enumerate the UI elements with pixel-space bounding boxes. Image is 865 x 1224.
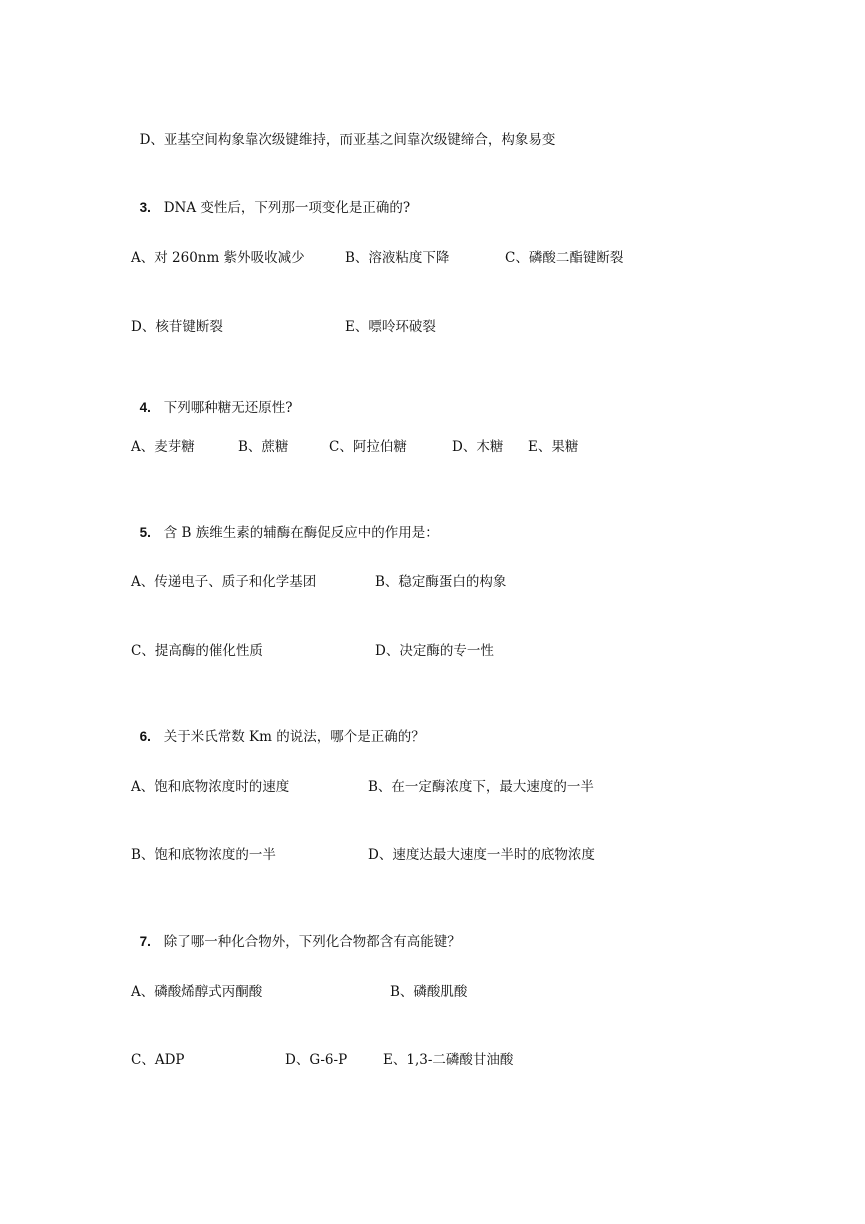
- q7-option-e: E、1,3-二磷酸甘油酸: [383, 1052, 514, 1068]
- question-6: [131, 710, 425, 746]
- q4-option-e: E、果糖: [528, 439, 579, 455]
- question-number: 7.: [139, 934, 151, 949]
- question-4: [131, 381, 292, 417]
- question-3: [131, 181, 410, 217]
- q2-option-d-line: [131, 113, 555, 149]
- question-number: 5.: [139, 525, 151, 540]
- question-spacer: [151, 934, 164, 950]
- q4-option-c: C、阿拉伯糖: [329, 439, 407, 455]
- q5-option-a: A、传递电子、质子和化学基团: [131, 574, 317, 590]
- question-text: 除了哪一种化合物外，下列化合物都含有高能键？: [163, 934, 461, 950]
- q4-option-a: A、麦芽糖: [131, 439, 195, 455]
- q4-option-b: B、蔗糖: [238, 439, 289, 455]
- q4-option-d: D、木糖: [452, 439, 504, 455]
- option-d: D、亚基空间构象靠次级键维持，而亚基之间靠次级键缔合，构象易变: [139, 132, 556, 148]
- q3-option-a: A、对 260nm 紫外吸收减少: [131, 250, 305, 266]
- q6-option-b: B、在一定酶浓度下，最大速度的一半: [368, 779, 594, 795]
- q3-option-b: B、溶液粘度下降: [345, 250, 450, 266]
- q3-option-e: E、嘌呤环破裂: [345, 319, 436, 335]
- q5-option-d: D、决定酶的专一性: [375, 643, 494, 659]
- q7-option-d: D、G-6-P: [285, 1052, 348, 1068]
- question-text: DNA 变性后，下列那一项变化是正确的?: [163, 200, 411, 216]
- q6-option-c: B、饱和底物浓度的一半: [131, 847, 276, 863]
- q3-option-d: D、核苷键断裂: [131, 319, 223, 335]
- q6-option-a: A、饱和底物浓度时的速度: [131, 779, 290, 795]
- question-spacer: [151, 729, 164, 745]
- question-number: 4.: [139, 400, 151, 415]
- q3-option-c: C、磷酸二酯键断裂: [505, 250, 624, 266]
- q7-option-a: A、磷酸烯醇式丙酮酸: [131, 984, 263, 1000]
- q5-option-b: B、稳定酶蛋白的构象: [375, 574, 507, 590]
- question-5: [131, 506, 439, 542]
- question-text: 关于米氏常数 Km 的说法，哪个是正确的？: [163, 729, 425, 745]
- question-7: [131, 915, 461, 951]
- question-number: 3.: [139, 200, 151, 215]
- q5-option-c: C、提高酶的催化性质: [131, 643, 263, 659]
- question-spacer: [151, 400, 164, 416]
- question-text: 下列哪种糖无还原性?: [163, 400, 293, 416]
- question-spacer: [151, 525, 164, 541]
- q7-option-b: B、磷酸肌酸: [390, 984, 468, 1000]
- q6-option-d: D、速度达最大速度一半时的底物浓度: [368, 847, 595, 863]
- question-spacer: [151, 200, 164, 216]
- q7-option-c: C、ADP: [131, 1052, 185, 1068]
- question-number: 6.: [139, 729, 151, 744]
- question-text: 含 B 族维生素的辅酶在酶促反应中的作用是：: [163, 525, 439, 541]
